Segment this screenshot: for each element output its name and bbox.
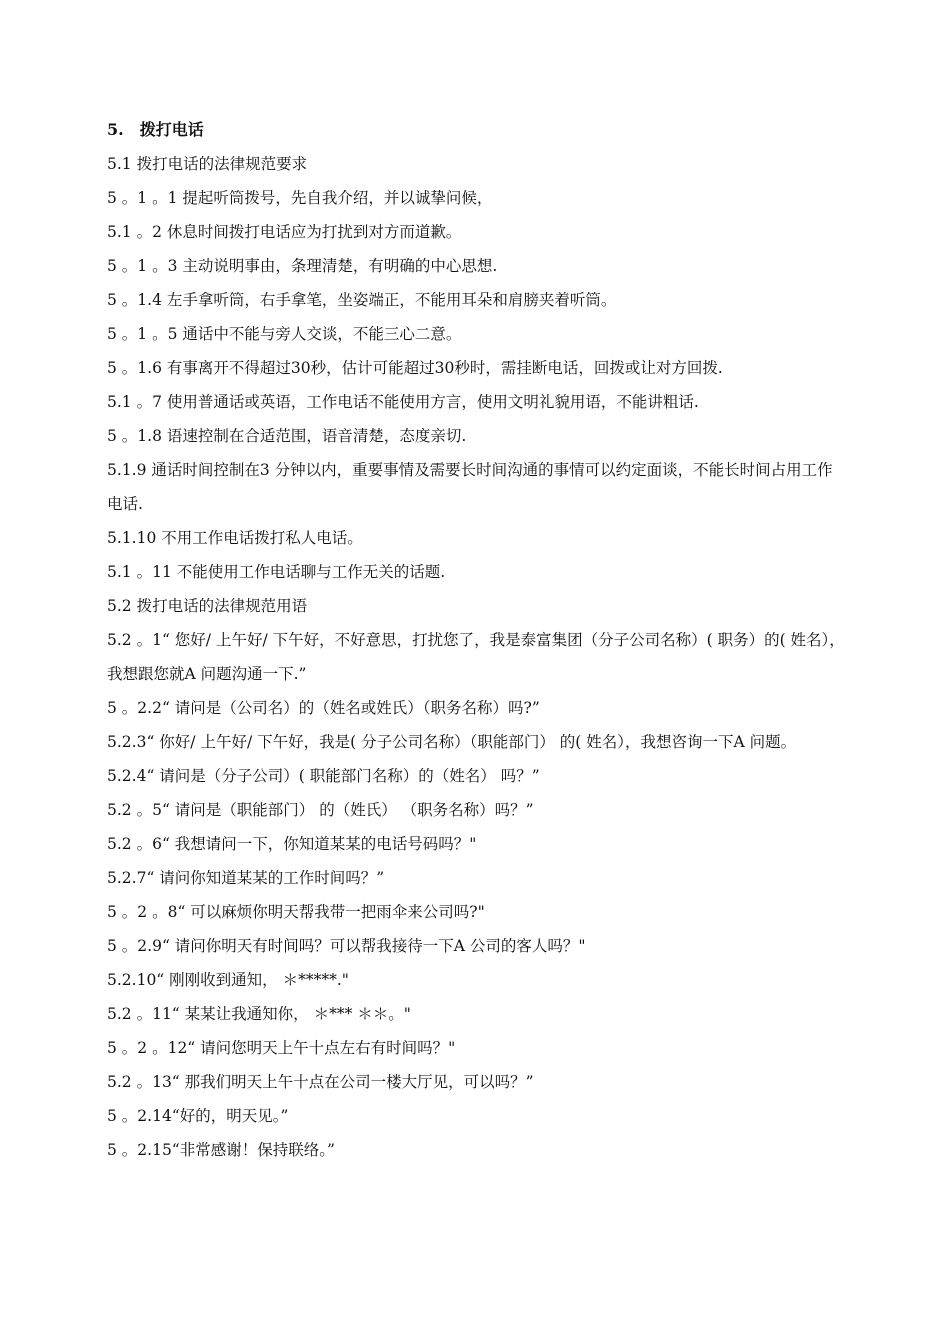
paragraph-line: 5.1 。11 不能使用工作电话聊与工作无关的话题. — [107, 563, 446, 581]
paragraph-line: 5 。2.9“ 请问你明天有时间吗？可以帮我接待一下A 公司的客人吗？" — [107, 937, 586, 955]
paragraph-line: 5 。2.2“ 请问是（公司名）的（姓名或姓氏）（职务名称）吗?” — [107, 699, 540, 717]
paragraph-line: 5.2.10“ 刚刚收到通知， ＊*****." — [107, 971, 349, 989]
paragraph-line: 5 。1.8 语速控制在合适范围，语音清楚，态度亲切. — [107, 427, 467, 445]
paragraph-line: 5 。1 。1 提起听筒拨号，先自我介绍，并以诚挚问候， — [107, 189, 493, 207]
paragraph-line: 5.2 。1“ 您好/ 上午好/ 下午好，不好意思，打扰您了，我是泰富集团（分子公司名称）( 职务）的( 姓名），我想跟您就A 问题沟通一下.” — [107, 631, 845, 683]
paragraph-line: 5.2.7“ 请问你知道某某的工作时间吗？” — [107, 869, 385, 887]
document-body — [107, 113, 847, 1167]
subsection-heading: 5.2 拨打电话的法律规范用语 — [107, 597, 308, 615]
paragraph-line: 5.2.4“ 请问是（分子公司）( 职能部门名称）的（姓名） 吗？” — [107, 767, 540, 785]
paragraph-line: 5.1 。2 休息时间拨打电话应为打扰到对方而道歉。 — [107, 223, 462, 241]
subsection-heading: 5.1 拨打电话的法律规范要求 — [107, 155, 308, 173]
paragraph-line: 5 。1 。5 通话中不能与旁人交谈，不能三心二意。 — [107, 325, 462, 343]
paragraph-line: 5 。2.15“非常感谢！保持联络。” — [107, 1141, 335, 1159]
paragraph-line: 5.2 。5“ 请问是（职能部门） 的（姓氏） （职务名称）吗？” — [107, 801, 534, 819]
paragraph-line: 5 。2 。12“ 请问您明天上午十点左右有时间吗？" — [107, 1039, 456, 1057]
paragraph-line: 5.1.9 通话时间控制在3 分钟以内，重要事情及需要长时间沟通的事情可以约定面谈，不能长时间占用工作电话. — [107, 461, 833, 513]
paragraph-line: 5 。2 。8“ 可以麻烦你明天帮我带一把雨伞来公司吗?" — [107, 903, 485, 921]
paragraph-line: 5.2 。6“ 我想请问一下，你知道某某的电话号码吗？" — [107, 835, 477, 853]
paragraph-line: 5.1 。7 使用普通话或英语，工作电话不能使用方言，使用文明礼貌用语，不能讲粗话. — [107, 393, 699, 411]
paragraph-line: 5.2 。11“ 某某让我通知你， ＊*** ＊＊。" — [107, 1005, 411, 1023]
paragraph-line: 5 。1.6 有事离开不得超过30秒，估计可能超过30秒时，需挂断电话，回拨或让对方回拨. — [107, 359, 723, 377]
paragraph-line: 5.2 。13“ 那我们明天上午十点在公司一楼大厅见，可以吗？” — [107, 1073, 534, 1091]
paragraph-line: 5.1.10 不用工作电话拨打私人电话。 — [107, 529, 363, 547]
paragraph-line: 5 。2.14“好的，明天见。” — [107, 1107, 289, 1125]
paragraph-line: 5 。1 。3 主动说明事由，条理清楚，有明确的中心思想. — [107, 257, 498, 275]
paragraph-line: 5.2.3“ 你好/ 上午好/ 下午好，我是( 分子公司名称）（职能部门） 的( 姓名），我想咨询一下A 问题。 — [107, 733, 797, 751]
section-heading: 5. 拨打电话 — [107, 120, 204, 139]
paragraph-line: 5 。1.4 左手拿听筒，右手拿笔，坐姿端正，不能用耳朵和肩膀夹着听筒。 — [107, 291, 617, 309]
